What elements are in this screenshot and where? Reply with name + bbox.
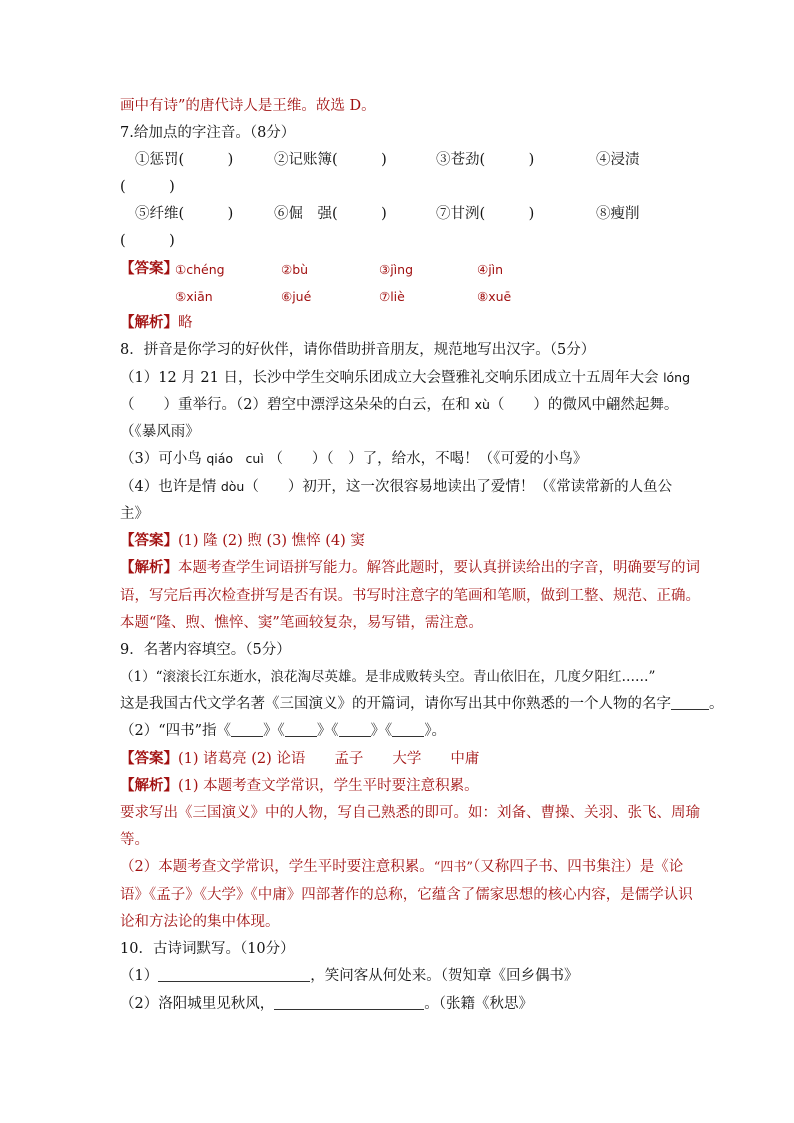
- q9-analysis-text-3: 等。: [120, 832, 149, 848]
- q9-analysis-text-4a: （2）本题考查文学常识，学生平时要注意积累。: [120, 859, 434, 875]
- q8-line-5-text: （4）也许是情: [120, 479, 217, 495]
- q8-line-5-rest: （ ）初开，这一次很容易地读出了爱情！（《常读常新的人鱼公: [244, 479, 673, 495]
- q8-analysis-text-3: 本题“隆、煦、憔悴、窦”笔画较复杂，易写错，需注意。: [120, 615, 483, 631]
- q9-blank-2: [285, 722, 317, 737]
- q9-analysis-text-2: 要求写出《三国演义》中的人物，写自己熟悉的即可。如：刘备、曹操、关羽、张飞、周瑜: [120, 805, 700, 821]
- q8-line-1-pinyin: lóng: [663, 370, 691, 385]
- q7-analysis: [120, 313, 193, 333]
- q7-item-2: ②记账簿( ): [274, 152, 387, 168]
- q10-line-1: [120, 966, 578, 986]
- q7-answer-7: ⑦liè: [379, 289, 405, 304]
- q7-item-4: ④浸渍: [596, 152, 640, 168]
- q7-answer-1: ①chéng: [175, 262, 225, 277]
- q7-item-5: ⑤纤维( ): [135, 206, 234, 222]
- q7-item-4-blank: ( ): [120, 179, 175, 195]
- q8-answer-label: 【答案】: [120, 532, 178, 549]
- q7-item-6: ⑥倔 强( ): [274, 206, 387, 222]
- q8-analysis-text-1: 本题考查学生词语拼写能力。解答此题时，要认真拼读给出的字音，明确要写的词: [178, 560, 700, 576]
- q9-line-2: [120, 694, 724, 714]
- q8-line-6: 主》: [120, 506, 149, 522]
- q8-line-4: [120, 449, 587, 469]
- q9-analysis-text-4b: “四书”: [433, 860, 474, 875]
- q10-title: 10．古诗词默写。（10分）: [120, 941, 295, 957]
- q10-line-1-text: （1）: [120, 968, 159, 984]
- q7-item-3: ③苍劲( ): [436, 152, 535, 168]
- q9-analysis-text-5: 语》《孟子》《大学》《中庸》四部著作的总称，它蕴含了儒家思想的核心内容，是儒学认识: [120, 887, 693, 903]
- q8-line-1-text: （1）12 月 21 日，长沙中学生交响乐团成立大会暨雅礼交响乐团成立十五周年大会: [120, 370, 659, 386]
- q8-line-2-text: （ ）重举行。（2）碧空中漂浮这朵朵的白云，在和: [120, 397, 470, 413]
- q8-analysis: [120, 558, 700, 578]
- q9-analysis-text-4c: （又称四子书、四书集注）是《论: [473, 859, 684, 875]
- q9-blank-1: [231, 722, 263, 737]
- q7-title: 7.给加点的字注音。（8分）: [120, 125, 296, 141]
- q9-analysis-label: 【解析】: [120, 777, 178, 794]
- q7-item-1: ①惩罚( ): [135, 152, 234, 168]
- q9-sep-1: 》《: [263, 723, 285, 739]
- q7-answer-5: ⑤xiān: [175, 289, 213, 304]
- q9-answer-text: (1) 诸葛亮 (2) 论语 孟子 大学 中庸: [178, 751, 480, 767]
- q8-analysis-label: 【解析】: [120, 559, 178, 576]
- q7-answer-6: ⑥jué: [281, 289, 312, 304]
- q10-blank-2: [274, 995, 424, 1010]
- q9-analysis: [120, 776, 479, 796]
- q9-line-3-end: 》。: [424, 723, 447, 739]
- q9-answer: [120, 749, 479, 769]
- q8-line-4-pinyin: qiáo cuì: [206, 451, 264, 466]
- q8-answer-text: (1) 隆 (2) 煦 (3) 憔悴 (4) 窦: [178, 533, 365, 549]
- q9-sep-2: 》《: [316, 723, 339, 739]
- q9-analysis-text-1: (1) 本题考查文学常识，学生平时要注意积累。: [178, 778, 479, 794]
- q8-title: 8．拼音是你学习的好伙伴，请你借助拼音朋友，规范地写出汉字。（5分）: [120, 342, 596, 358]
- q8-line-5: [120, 477, 672, 497]
- q7-answer-8: ⑧xuē: [477, 289, 512, 304]
- q8-line-2-rest: （ ）的微风中翩然起舞。: [489, 397, 679, 413]
- q8-line-5-pinyin: dòu: [220, 479, 245, 494]
- q9-blank-3: [339, 722, 371, 737]
- q7-analysis-label: 【解析】: [120, 314, 178, 331]
- q9-analysis-text-4: [120, 857, 683, 878]
- q7-item-8-blank: ( ): [120, 233, 175, 249]
- q10-line-2: [120, 994, 533, 1014]
- q8-line-2-pinyin: xù: [474, 397, 490, 412]
- q9-sep-3: 》《: [370, 723, 393, 739]
- q8-line-1: [120, 368, 690, 388]
- q8-line-4-rest: （ ）（ ）了，给水，不喝！（《可爱的小鸟》: [268, 451, 588, 467]
- q7-item-7: ⑦甘洌( ): [436, 206, 535, 222]
- q8-answer: [120, 531, 365, 551]
- q7-answer-3: ③jìng: [379, 262, 414, 277]
- q9-line-3: [120, 721, 446, 741]
- q9-line-1: （1）“滚滚长江东逝水，浪花淘尽英雄。是非成败转头空。青山依旧在，几度夕阳红……”: [120, 669, 656, 685]
- q7-analysis-text: 略: [178, 315, 193, 331]
- q7-item-8: ⑧瘦削: [596, 206, 640, 222]
- q8-line-2: [120, 395, 678, 415]
- q9-title: 9．名著内容填空。（5分）: [120, 642, 291, 658]
- q10-line-2-text: （2）洛阳城里见秋风，: [120, 996, 275, 1012]
- q7-answer-4: ④jìn: [477, 262, 504, 277]
- q10-line-1-rest: ，笑问客从何处来。（贺知章《回乡偶书》: [310, 968, 579, 984]
- q9-answer-label: 【答案】: [120, 750, 178, 767]
- q7-answer-label: 【答案】: [120, 260, 178, 277]
- q8-analysis-text-2: 语，写完后再次检查拼写是否有误。书写时注意字的笔画和笔顺，做到工整、规范、正确。: [120, 588, 700, 604]
- q10-line-2-rest: 。（张籍《秋思》: [424, 996, 533, 1012]
- q9-line-2-end: 。: [709, 696, 724, 712]
- q8-line-4-text: （3）可小鸟: [120, 451, 202, 467]
- q6-tail: 画中有诗”的唐代诗人是王维。故选 D。: [120, 98, 376, 114]
- q7-answer-2: ②bù: [281, 262, 309, 277]
- q9-line-3-text: （2）“四书”指《: [120, 723, 232, 739]
- q9-line-2-text: 这是我国古代文学名著《三国演义》的开篇词，请你写出其中你熟悉的一个人物的名字: [120, 696, 671, 712]
- q9-analysis-text-6: 论和方法论的集中体现。: [120, 914, 280, 930]
- q9-blank-character: [671, 695, 709, 710]
- q9-blank-4: [392, 722, 424, 737]
- q10-blank-1: [158, 967, 310, 982]
- q8-line-3: （《暴风雨》: [120, 424, 200, 440]
